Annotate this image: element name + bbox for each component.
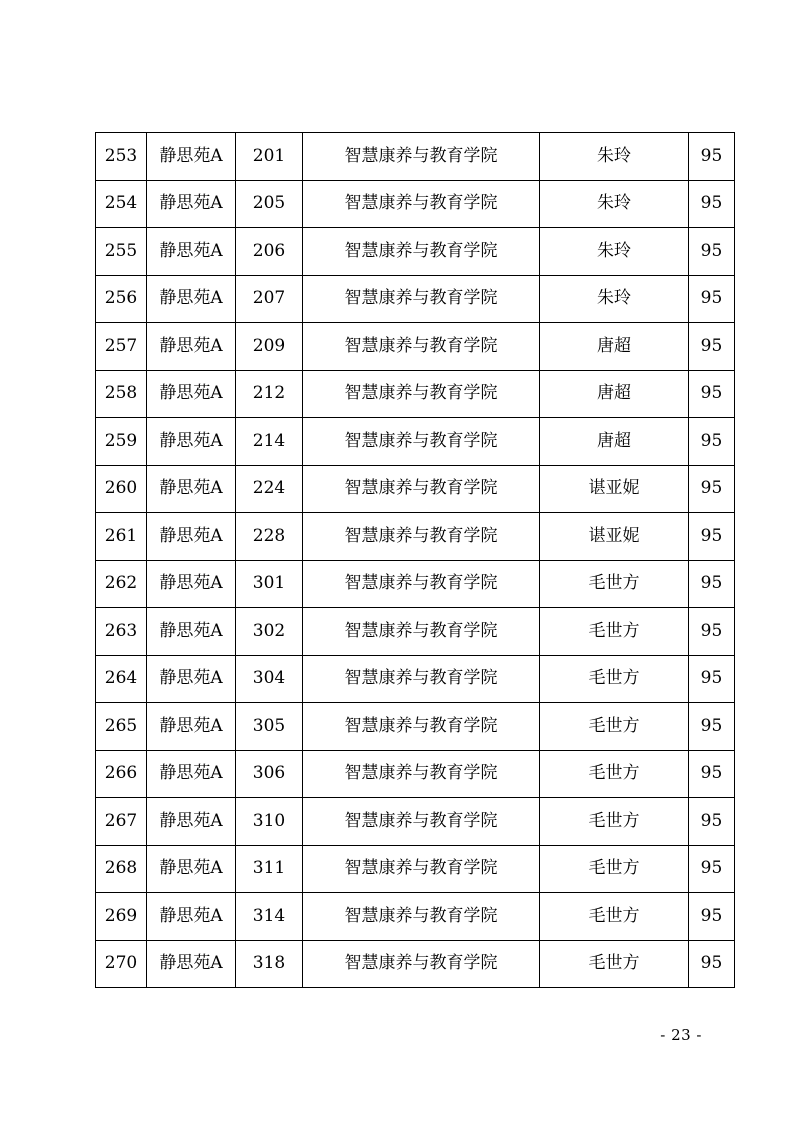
table-row [96,940,735,988]
college-cell: 智慧康养与教育学院 [303,798,540,846]
room-number-cell: 302 [236,608,303,656]
college-cell: 智慧康养与教育学院 [303,750,540,798]
college-cell: 智慧康养与教育学院 [303,845,540,893]
score-cell: 95 [689,513,735,561]
score-cell: 95 [689,560,735,608]
score-cell: 95 [689,465,735,513]
room-number-cell: 206 [236,228,303,276]
college-cell: 智慧康养与教育学院 [303,703,540,751]
building-cell: 静思苑A [147,180,236,228]
table-row [96,655,735,703]
room-number-cell: 301 [236,560,303,608]
score-cell: 95 [689,750,735,798]
building-cell: 静思苑A [147,513,236,561]
building-cell: 静思苑A [147,133,236,181]
college-cell: 智慧康养与教育学院 [303,608,540,656]
building-cell: 静思苑A [147,608,236,656]
table-row [96,560,735,608]
building-cell: 静思苑A [147,275,236,323]
score-cell: 95 [689,323,735,371]
table-row [96,513,735,561]
row-number-cell: 260 [96,465,147,513]
person-in-charge-cell: 谌亚妮 [540,513,689,561]
college-cell: 智慧康养与教育学院 [303,560,540,608]
table-row [96,323,735,371]
person-in-charge-cell: 朱玲 [540,228,689,276]
row-number-cell: 270 [96,940,147,988]
score-cell: 95 [689,703,735,751]
room-number-cell: 304 [236,655,303,703]
college-cell: 智慧康养与教育学院 [303,228,540,276]
building-cell: 静思苑A [147,655,236,703]
building-cell: 静思苑A [147,323,236,371]
room-number-cell: 212 [236,370,303,418]
room-number-cell: 207 [236,275,303,323]
row-number-cell: 264 [96,655,147,703]
score-cell: 95 [689,370,735,418]
row-number-cell: 259 [96,418,147,466]
row-number-cell: 253 [96,133,147,181]
person-in-charge-cell: 唐超 [540,323,689,371]
table-body [96,133,735,988]
person-in-charge-cell: 朱玲 [540,133,689,181]
row-number-cell: 255 [96,228,147,276]
table-row [96,608,735,656]
table-row [96,418,735,466]
college-cell: 智慧康养与教育学院 [303,513,540,561]
score-cell: 95 [689,418,735,466]
building-cell: 静思苑A [147,750,236,798]
college-cell: 智慧康养与教育学院 [303,655,540,703]
building-cell: 静思苑A [147,465,236,513]
college-cell: 智慧康养与教育学院 [303,418,540,466]
college-cell: 智慧康养与教育学院 [303,275,540,323]
score-cell: 95 [689,893,735,941]
room-number-cell: 224 [236,465,303,513]
score-cell: 95 [689,608,735,656]
room-number-cell: 209 [236,323,303,371]
person-in-charge-cell: 毛世方 [540,560,689,608]
table-row [96,798,735,846]
building-cell: 静思苑A [147,560,236,608]
table-row [96,133,735,181]
building-cell: 静思苑A [147,370,236,418]
score-cell: 95 [689,940,735,988]
row-number-cell: 257 [96,323,147,371]
room-number-cell: 314 [236,893,303,941]
row-number-cell: 258 [96,370,147,418]
table-row [96,370,735,418]
college-cell: 智慧康养与教育学院 [303,180,540,228]
room-number-cell: 318 [236,940,303,988]
row-number-cell: 267 [96,798,147,846]
row-number-cell: 261 [96,513,147,561]
table-row [96,275,735,323]
person-in-charge-cell: 毛世方 [540,750,689,798]
person-in-charge-cell: 朱玲 [540,180,689,228]
person-in-charge-cell: 唐超 [540,418,689,466]
room-number-cell: 311 [236,845,303,893]
person-in-charge-cell: 毛世方 [540,940,689,988]
person-in-charge-cell: 毛世方 [540,655,689,703]
table-row [96,703,735,751]
row-number-cell: 268 [96,845,147,893]
score-cell: 95 [689,275,735,323]
college-cell: 智慧康养与教育学院 [303,370,540,418]
room-number-cell: 205 [236,180,303,228]
score-cell: 95 [689,655,735,703]
table-row [96,465,735,513]
table-row [96,180,735,228]
building-cell: 静思苑A [147,703,236,751]
room-number-cell: 305 [236,703,303,751]
score-cell: 95 [689,845,735,893]
college-cell: 智慧康养与教育学院 [303,893,540,941]
row-number-cell: 265 [96,703,147,751]
score-cell: 95 [689,228,735,276]
row-number-cell: 254 [96,180,147,228]
table-row [96,845,735,893]
room-number-cell: 310 [236,798,303,846]
person-in-charge-cell: 唐超 [540,370,689,418]
building-cell: 静思苑A [147,893,236,941]
room-number-cell: 306 [236,750,303,798]
room-number-cell: 201 [236,133,303,181]
building-cell: 静思苑A [147,940,236,988]
building-cell: 静思苑A [147,228,236,276]
college-cell: 智慧康养与教育学院 [303,465,540,513]
building-cell: 静思苑A [147,418,236,466]
college-cell: 智慧康养与教育学院 [303,323,540,371]
row-number-cell: 266 [96,750,147,798]
building-cell: 静思苑A [147,798,236,846]
table-row [96,228,735,276]
person-in-charge-cell: 毛世方 [540,798,689,846]
row-number-cell: 269 [96,893,147,941]
building-cell: 静思苑A [147,845,236,893]
room-number-cell: 228 [236,513,303,561]
room-number-cell: 214 [236,418,303,466]
page-number: - 23 - [660,1026,702,1044]
college-cell: 智慧康养与教育学院 [303,940,540,988]
row-number-cell: 262 [96,560,147,608]
person-in-charge-cell: 毛世方 [540,703,689,751]
person-in-charge-cell: 谌亚妮 [540,465,689,513]
person-in-charge-cell: 朱玲 [540,275,689,323]
score-cell: 95 [689,798,735,846]
row-number-cell: 263 [96,608,147,656]
score-cell: 95 [689,133,735,181]
table-row [96,750,735,798]
person-in-charge-cell: 毛世方 [540,893,689,941]
dormitory-score-table [95,132,735,988]
person-in-charge-cell: 毛世方 [540,845,689,893]
table-row [96,893,735,941]
college-cell: 智慧康养与教育学院 [303,133,540,181]
score-cell: 95 [689,180,735,228]
person-in-charge-cell: 毛世方 [540,608,689,656]
row-number-cell: 256 [96,275,147,323]
